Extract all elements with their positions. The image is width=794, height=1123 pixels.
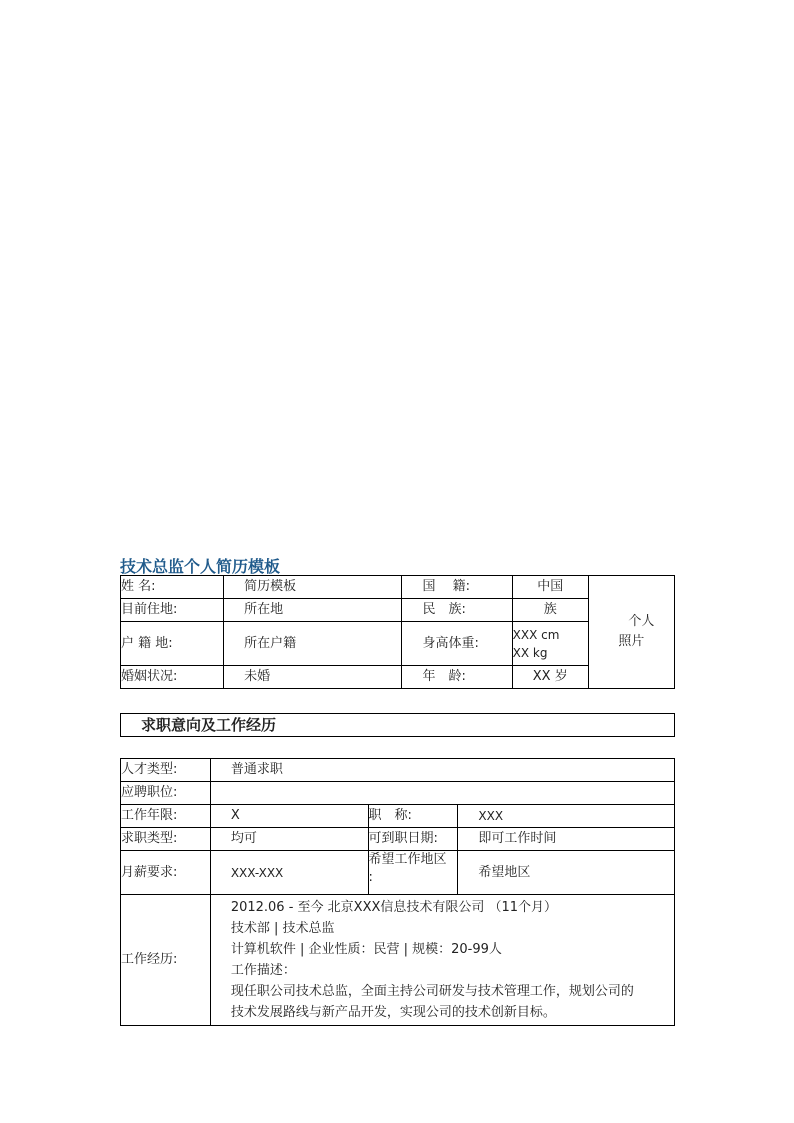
nationality-label: 国 籍: xyxy=(402,576,512,599)
experience-label: 工作经历: xyxy=(121,895,211,1026)
residence-value: 所在地 xyxy=(224,599,402,622)
photo-label-2: 照片 xyxy=(618,634,645,649)
years-value: X xyxy=(210,805,368,828)
experience-line: 技术部 | 技术总监 xyxy=(230,921,335,936)
available-label: 可到职日期: xyxy=(368,828,458,851)
name-value: 简历模板 xyxy=(224,576,402,599)
ethnicity-value: 族 xyxy=(512,599,588,622)
talent-type-value: 普通求职 xyxy=(210,759,674,782)
position-label: 应聘职位: xyxy=(121,782,211,805)
region-label xyxy=(368,851,458,895)
experience-line: 现任职公司技术总监，全面主持公司研发与技术管理工作，规划公司的 xyxy=(230,984,634,999)
age-value: XX 岁 xyxy=(512,666,588,689)
job-intent-table xyxy=(120,758,675,1026)
experience-line: 计算机软件 | 企业性质：民营 | 规模：20-99人 xyxy=(230,942,502,957)
region-label-line2: : xyxy=(368,870,373,885)
salary-label: 月薪要求: xyxy=(121,851,211,895)
experience-line: 工作描述： xyxy=(230,963,296,978)
experience-content xyxy=(210,895,674,1026)
ethnicity-label: 民 族: xyxy=(402,599,512,622)
photo-placeholder xyxy=(588,576,674,689)
page-title: 技术总监个人简历模板 xyxy=(120,557,281,576)
title-label: 职 称: xyxy=(368,805,458,828)
hukou-label: 户 籍 地: xyxy=(121,622,224,666)
salary-value: XXX-XXX xyxy=(210,851,368,895)
residence-label: 目前住地: xyxy=(121,599,224,622)
photo-label-1: 个人 xyxy=(628,614,655,629)
basic-info-table xyxy=(120,575,675,689)
region-label-line1: 希望工作地区 xyxy=(368,852,447,867)
experience-line: 技术发展路线与新产品开发，实现公司的技术创新目标。 xyxy=(230,1005,556,1020)
height-weight-value xyxy=(512,622,588,666)
title-value: XXX xyxy=(458,805,675,828)
hukou-value: 所在户籍 xyxy=(224,622,402,666)
region-value: 希望地区 xyxy=(458,851,675,895)
marital-value: 未婚 xyxy=(224,666,402,689)
job-type-label: 求职类型: xyxy=(121,828,211,851)
years-label: 工作年限: xyxy=(121,805,211,828)
weight-value: XX kg xyxy=(512,645,548,660)
name-label: 姓 名: xyxy=(121,576,224,599)
talent-type-label: 人才类型: xyxy=(121,759,211,782)
job-type-value: 均可 xyxy=(210,828,368,851)
section-title: 求职意向及工作经历 xyxy=(141,716,277,734)
marital-label: 婚姻状况: xyxy=(121,666,224,689)
age-label: 年 龄: xyxy=(402,666,512,689)
height-weight-label: 身高体重: xyxy=(402,622,512,666)
available-value: 即可工作时间 xyxy=(458,828,675,851)
experience-line: 2012.06 - 至今 北京XXX信息技术有限公司 （11个月） xyxy=(230,900,558,915)
height-value: XXX cm xyxy=(512,627,560,642)
position-value xyxy=(210,782,674,805)
nationality-value: 中国 xyxy=(512,576,588,599)
section-header xyxy=(120,713,675,737)
